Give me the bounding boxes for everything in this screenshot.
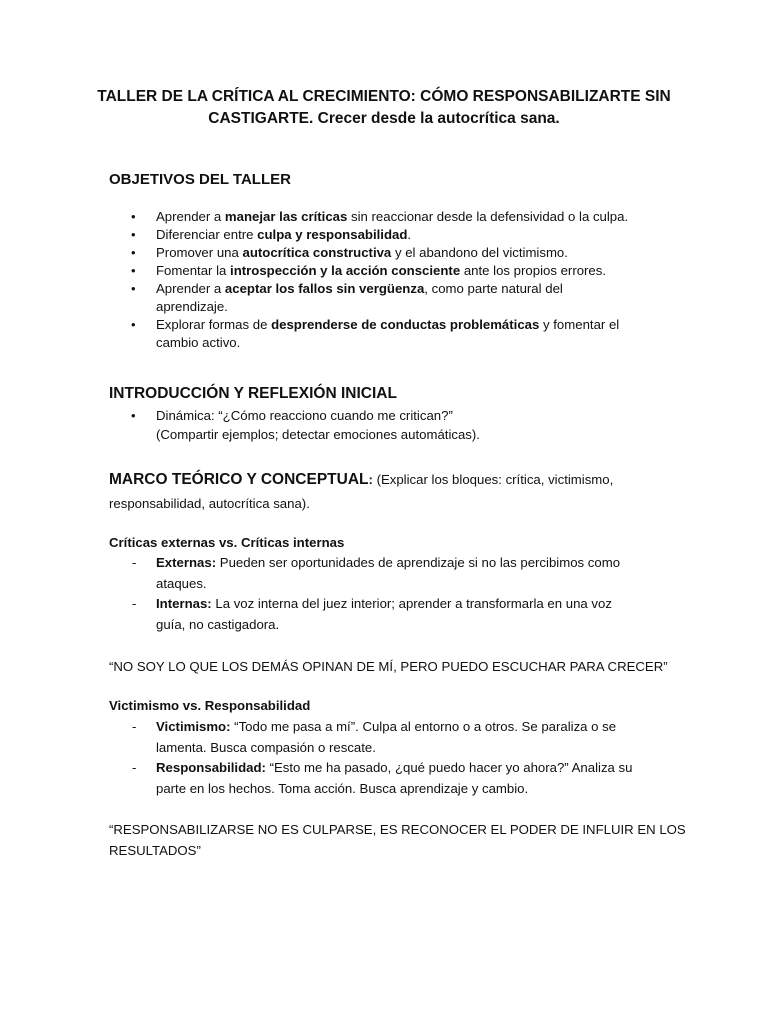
marco-heading: MARCO TEÓRICO Y CONCEPTUAL (109, 471, 369, 488)
criticas-heading: Críticas externas vs. Críticas internas (109, 535, 345, 550)
title-line-1: TALLER DE LA CRÍTICA AL CRECIMIENTO: CÓMO RESPONSABILIZARTE SIN (97, 88, 671, 105)
criticas-list (109, 553, 669, 635)
objetivos-list (109, 208, 669, 352)
list-item: • Fomentar la introspección y la acción consciente ante los propios errores. (109, 262, 669, 280)
list-item: • Explorar formas de desprenderse de conductas problemáticas y fomentar el cambio activo. (109, 316, 669, 352)
victimismo-heading: Victimismo vs. Responsabilidad (109, 698, 311, 713)
list-item: • Promover una autocrítica constructiva y el abandono del victimismo. (109, 244, 669, 262)
victimismo-list (109, 717, 669, 799)
list-item: • Aprender a manejar las críticas sin reaccionar desde la defensividad o la culpa. (109, 208, 669, 226)
victimismo-quote: “RESPONSABILIZARSE NO ES CULPARSE, ES RECONOCER EL PODER DE INFLUIR EN LOS RESULTADOS” (109, 822, 686, 858)
list-item: - Victimismo: “Todo me pasa a mí”. Culpa al entorno o a otros. Se paraliza o se lamenta. Busca compasión o rescate. (109, 717, 669, 758)
document-title (90, 86, 678, 130)
list-item: • Dinámica: “¿Cómo reacciono cuando me critican?” (Compartir ejemplos; detectar emociones automáticas). (109, 406, 669, 444)
introduccion-list (109, 406, 669, 444)
list-item: - Internas: La voz interna del juez interior; aprender a transformarla en una voz guía, no castigadora. (109, 594, 669, 635)
objetivos-heading: OBJETIVOS DEL TALLER (109, 171, 291, 188)
list-item: - Externas: Pueden ser oportunidades de aprendizaje si no las percibimos como ataques. (109, 553, 669, 594)
marco-paragraph: MARCO TEÓRICO Y CONCEPTUAL: (Explicar los bloques: crítica, victimismo, responsabilidad, autocrítica sana). (109, 471, 614, 511)
list-item: • Diferenciar entre culpa y responsabilidad. (109, 226, 669, 244)
list-item: - Responsabilidad: “Esto me ha pasado, ¿qué puedo hacer yo ahora?” Analiza su parte en los hechos. Toma acción. Busca aprendizaje y cambio. (109, 758, 669, 799)
criticas-quote: “NO SOY LO QUE LOS DEMÁS OPINAN DE MÍ, PERO PUEDO ESCUCHAR PARA CRECER” (109, 659, 668, 674)
title-line-2: CASTIGARTE. Crecer desde la autocrítica sana. (208, 110, 560, 127)
list-item: • Aprender a aceptar los fallos sin vergüenza, como parte natural del aprendizaje. (109, 280, 669, 316)
introduccion-heading: INTRODUCCIÓN Y REFLEXIÓN INICIAL (109, 385, 397, 402)
